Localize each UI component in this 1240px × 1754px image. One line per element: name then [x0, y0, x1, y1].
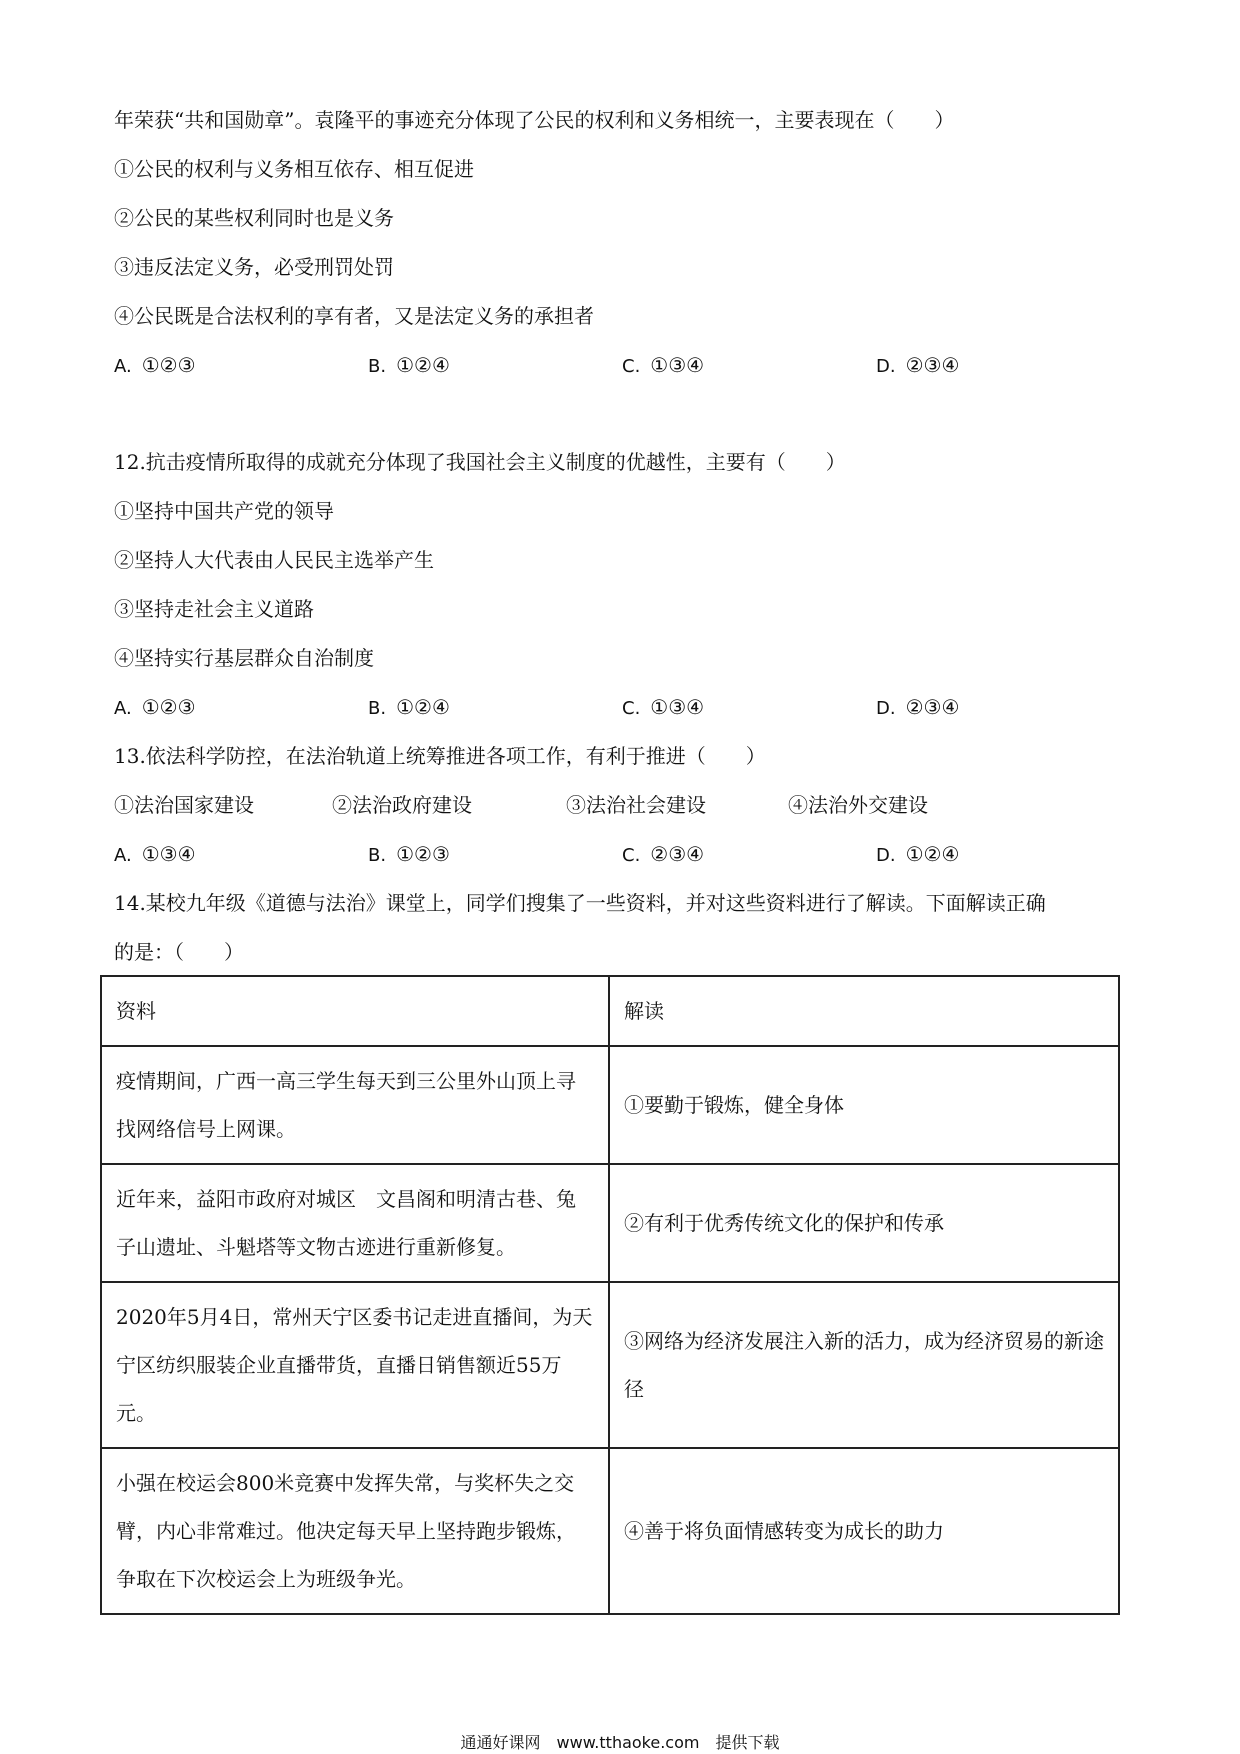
q11-item-4: ④公民既是合法权利的享有者，又是法定义务的承担者 [114, 304, 594, 328]
table-cell-material: 小强在校运会800米竞赛中发挥失常，与奖杯失之交臂，内心非常难过。他决定每天早上坚持跑步锻炼，争取在下次校运会上为班级争光。 [101, 1448, 609, 1614]
q13-item-2: ②法治政府建设 [332, 793, 472, 817]
page-footer: 通通好课网 www.tthaoke.com 提供下载 [460, 1733, 780, 1752]
table-row [101, 1046, 1119, 1164]
q12-item-3: ③坚持走社会主义道路 [114, 597, 314, 621]
q12-option-a: A. ①②③ [114, 695, 196, 719]
q11-item-2: ②公民的某些权利同时也是义务 [114, 206, 394, 230]
q11-options [114, 351, 1114, 379]
table-cell-material: 近年来，益阳市政府对城区 文昌阁和明清古巷、兔子山遗址、斗魁塔等文物古迹进行重新修复。 [101, 1164, 609, 1282]
q12-stem: 12.抗击疫情所取得的成就充分体现了我国社会主义制度的优越性，主要有（ ） [114, 450, 846, 474]
q12-item-1: ①坚持中国共产党的领导 [114, 499, 334, 523]
q14-stem-line-2: 的是：（ ） [114, 940, 244, 964]
table-header-material: 资料 [101, 976, 609, 1046]
q13-option-c: C. ②③④ [622, 842, 705, 866]
table-row [101, 1164, 1119, 1282]
table-cell-interpretation: ②有利于优秀传统文化的保护和传承 [609, 1164, 1119, 1282]
q12-options [114, 693, 1114, 721]
q11-intro: 年荣获“共和国勋章”。袁隆平的事迹充分体现了公民的权利和义务相统一，主要表现在（ ） [114, 108, 955, 132]
q13-option-d: D. ①②④ [876, 842, 960, 866]
table-cell-interpretation: ③网络为经济发展注入新的活力，成为经济贸易的新途径 [609, 1282, 1119, 1448]
q12-option-d: D. ②③④ [876, 695, 960, 719]
table-cell-material: 疫情期间，广西一高三学生每天到三公里外山顶上寻找网络信号上网课。 [101, 1046, 609, 1164]
q12-option-c: C. ①③④ [622, 695, 705, 719]
table-row [101, 1448, 1119, 1614]
table-row [101, 1282, 1119, 1448]
q13-option-a: A. ①③④ [114, 842, 196, 866]
table-header-row [101, 976, 1119, 1046]
q11-item-1: ①公民的权利与义务相互依存、相互促进 [114, 157, 474, 181]
q11-option-d: D. ②③④ [876, 353, 960, 377]
q13-options [114, 840, 1114, 868]
q13-item-1: ①法治国家建设 [114, 793, 254, 817]
q11-item-3: ③违反法定义务，必受刑罚处罚 [114, 255, 394, 279]
q11-option-b: B. ①②④ [368, 353, 450, 377]
table-cell-material: 2020年5月4日，常州天宁区委书记走进直播间，为天宁区纺织服装企业直播带货，直播日销售额近55万元。 [101, 1282, 609, 1448]
q13-item-4: ④法治外交建设 [788, 793, 928, 817]
q14-stem-line-1: 14.某校九年级《道德与法治》课堂上，同学们搜集了一些资料，并对这些资料进行了解读。下面解读正确 [114, 891, 1046, 915]
q12-item-4: ④坚持实行基层群众自治制度 [114, 646, 374, 670]
table-header-interpretation: 解读 [609, 976, 1119, 1046]
q12-item-2: ②坚持人大代表由人民民主选举产生 [114, 548, 434, 572]
q13-option-b: B. ①②③ [368, 842, 450, 866]
q14-table [100, 975, 1120, 1615]
q11-option-c: C. ①③④ [622, 353, 705, 377]
q12-option-b: B. ①②④ [368, 695, 450, 719]
q11-option-a: A. ①②③ [114, 353, 196, 377]
table-cell-interpretation: ①要勤于锻炼，健全身体 [609, 1046, 1119, 1164]
table-cell-interpretation: ④善于将负面情感转变为成长的助力 [609, 1448, 1119, 1614]
q13-stem: 13.依法科学防控，在法治轨道上统筹推进各项工作，有利于推进（ ） [114, 744, 766, 768]
q13-items [114, 791, 1114, 819]
q13-item-3: ③法治社会建设 [566, 793, 706, 817]
